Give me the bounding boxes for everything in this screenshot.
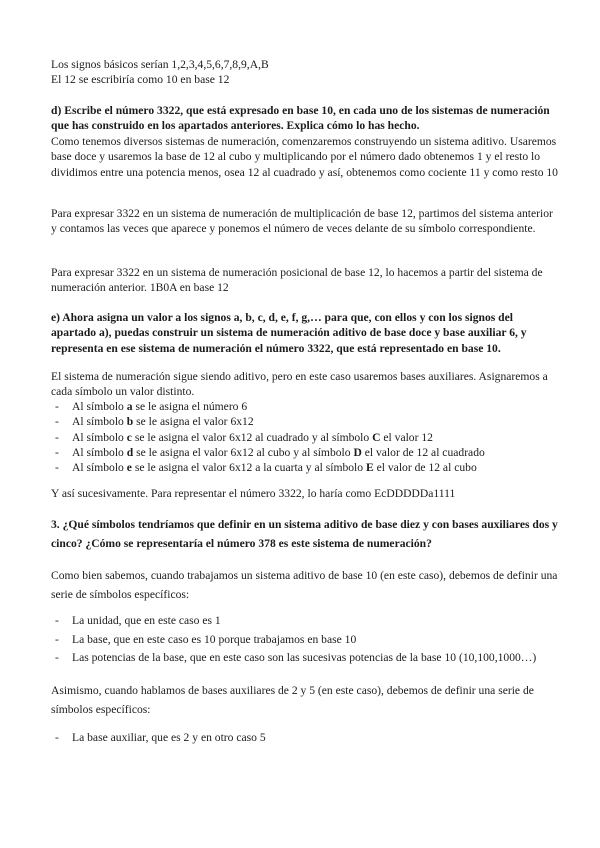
section-e-p1-text: El sistema de numeración sigue siendo aditivo, pero en este caso usaremos bases auxiliares. Asignaremos a cada símbolo un valor distinto. (51, 370, 548, 399)
symbol-letter: D (353, 445, 362, 459)
question-3-paragraph-1 (51, 567, 559, 604)
list-item (51, 649, 559, 668)
item-text: se le asigna el valor 6x12 al cubo y al símbolo (133, 445, 354, 459)
section-d-heading-text: d) Escribe el número 3322, que está expresado en base 10, en cada uno de los sistemas de numeración que has construido en los apartados anteriores. Explica cómo lo has hecho. (51, 104, 550, 133)
section-e-symbol-list (51, 399, 559, 475)
list-item (51, 445, 559, 460)
item-text: Al símbolo (72, 400, 127, 413)
symbol-letter: b (126, 415, 134, 429)
question-3-heading-text: 3. ¿Qué símbolos tendríamos que definir en un sistema aditivo de base diez y con bases auxiliares dos y cinco? ¿Cómo se representaría el número 378 es este sistema de numeración? (51, 518, 558, 550)
item-text: Las potencias de la base, que en este caso son las sucesivas potencias de la base 10 (10,100,1000…) (72, 651, 537, 665)
section-d-paragraph-2 (51, 206, 559, 237)
question-3-paragraph-2 (51, 682, 559, 719)
symbol-letter: E (365, 461, 374, 475)
section-d-p1-text: Como tenemos diversos sistemas de numeración, comenzaremos construyendo un sistema aditivo. Usaremos base doce y usaremos la base de 12 al cubo y multiplicando por el número dado obtenemos 1 y el resto lo dividimos entre una potencia menos, osea 12 al cuadrado y así, obtenemos como cociente 11 y como resto 10 (51, 135, 558, 179)
section-d-p3-text: Para expresar 3322 en un sistema de numeración posicional de base 12, lo hacemos a partir del sistema de numeración anterior. 1B0A en base 12 (51, 266, 543, 295)
question-3-list-2 (51, 729, 559, 748)
list-item (51, 612, 559, 631)
item-text: Al símbolo (72, 461, 127, 475)
item-text: Al símbolo (72, 415, 127, 429)
question-3-p2-text: Asimismo, cuando hablamos de bases auxiliares de 2 y 5 (en este caso), debemos de definir una serie de símbolos específicos: (51, 684, 534, 716)
item-text: se le asigna el valor 6x12 (133, 415, 254, 429)
question-3-p1-text: Como bien sabemos, cuando trabajamos un sistema aditivo de base 10 (en este caso), debemos de definir una serie de símbolos específicos: (51, 569, 558, 601)
section-d-heading (51, 103, 559, 134)
question-3-list-1 (51, 612, 559, 668)
dash-bullet: - (55, 614, 59, 627)
symbol-letter: d (126, 445, 134, 459)
item-text: se le asigna el número 6 (132, 400, 248, 413)
dash-bullet: - (55, 632, 59, 646)
item-text: se le asigna el valor 6x12 al cuadrado y al símbolo (131, 430, 373, 444)
dash-bullet: - (55, 445, 59, 459)
section-e-closing (51, 486, 559, 501)
dash-bullet: - (55, 430, 59, 444)
list-item (51, 460, 559, 475)
section-e-heading-text: e) Ahora asigna un valor a los signos a, b, c, d, e, f, g,… para que, con ellos y con los signos del apartado a), puedas construir un sistema de numeración aditivo de base doce y base auxiliar 6, y representa en ese sistema de numeración el número 3322, que está representado en base 10. (51, 311, 527, 355)
dash-bullet: - (55, 651, 59, 665)
item-text: el valor 12 (380, 430, 433, 444)
item-text: el valor de 12 al cuadrado (361, 445, 485, 459)
item-text: el valor de 12 al cubo (373, 461, 477, 475)
section-e-heading (51, 310, 559, 356)
intro-line-2: El 12 se escribiría como 10 en base 12 (51, 73, 230, 87)
intro-line-1: Los signos básicos serían 1,2,3,4,5,6,7,8,9,A,B (51, 58, 269, 71)
item-text: se le asigna el valor 6x12 a la cuarta y al símbolo (131, 461, 366, 475)
item-text: La base auxiliar, que es 2 y en otro caso 5 (72, 731, 266, 744)
list-item (51, 399, 559, 414)
list-item (51, 414, 559, 429)
section-e-closing-text: Y así sucesivamente. Para representar el número 3322, lo haría como EcDDDDDa1111 (51, 487, 456, 500)
list-item (51, 729, 559, 748)
item-text: La base, que en este caso es 10 porque trabajamos en base 10 (72, 632, 357, 646)
item-text: Al símbolo (72, 430, 127, 444)
list-item (51, 631, 559, 650)
item-text: La unidad, que en este caso es 1 (72, 614, 221, 627)
section-d-p2-text: Para expresar 3322 en un sistema de numeración de multiplicación de base 12, partimos del sistema anterior y contamos las veces que aparece y ponemos el número de veces delante de su símbolo correspondiente. (51, 207, 553, 236)
question-3-heading (51, 516, 559, 553)
list-item (51, 430, 559, 445)
dash-bullet: - (55, 731, 59, 744)
dash-bullet: - (55, 400, 59, 413)
symbol-letter: c (126, 430, 132, 444)
section-d-paragraph-1 (51, 134, 559, 180)
symbol-letter: C (372, 430, 381, 444)
symbol-letter: a (126, 400, 133, 413)
dash-bullet: - (55, 461, 59, 475)
item-text: Al símbolo (72, 445, 127, 459)
section-d-paragraph-3 (51, 265, 559, 296)
intro-block (51, 57, 559, 88)
dash-bullet: - (55, 415, 59, 429)
symbol-letter: e (126, 461, 132, 475)
section-e-paragraph-1 (51, 369, 559, 400)
